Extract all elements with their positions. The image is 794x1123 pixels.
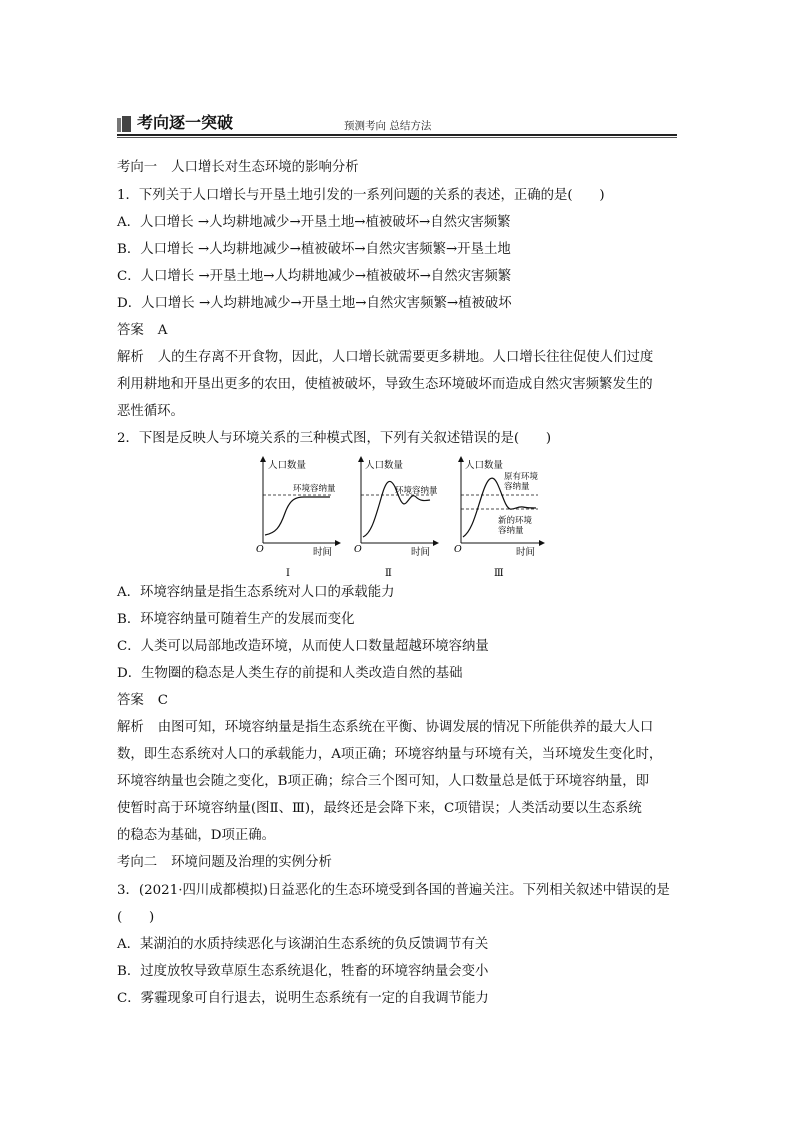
question-2-option-d: D．生物圈的稳态是人类生存的前提和人类改造自然的基础	[117, 666, 463, 681]
section-heading-1	[117, 158, 359, 178]
question-1-option-b: B．人口增长 →人均耕地减少→植被破坏→自然灾害频繁→开垦土地	[117, 242, 511, 257]
question-1-analysis-line-3: 恶性循环。	[117, 404, 184, 419]
panel-3	[454, 457, 544, 579]
new-capacity-label-line-2: 容纳量	[498, 526, 524, 536]
banner-rule	[117, 134, 677, 136]
panel-label: Ⅲ	[494, 568, 504, 579]
answer-value: C	[157, 693, 169, 708]
origin-label: O	[256, 544, 264, 555]
question-1-analysis-line-2: 利用耕地和开垦出更多的农田，使植被破坏，导致生态环境破坏而造成自然灾害频繁发生的	[117, 377, 653, 392]
y-axis-label: 人口数量	[268, 460, 307, 471]
question-1-option-a: A．人口增长 →人均耕地减少→开垦土地→植被破坏→自然灾害频繁	[117, 215, 511, 230]
question-1-option-d: D．人口增长 →人均耕地减少→开垦土地→自然灾害频繁→植被破坏	[117, 296, 512, 311]
question-2-analysis-line-3: 环境容纳量也会随之变化，B项正确；综合三个图可知，人口数量总是低于环境容纳量，即	[117, 774, 650, 789]
question-2-option-a: A．环境容纳量是指生态系统对人口的承载能力	[117, 585, 395, 600]
old-capacity-label-line-1: 原有环境	[504, 472, 539, 482]
section-heading-2	[117, 853, 332, 873]
origin-label: O	[354, 544, 362, 555]
x-axis-label: 时间	[516, 547, 536, 558]
panel-1	[256, 457, 340, 579]
origin-label: O	[454, 544, 462, 555]
banner-rule-thin	[117, 137, 677, 138]
x-axis-label: 时间	[411, 547, 431, 558]
answer-label: 答案	[117, 323, 144, 338]
y-axis-label: 人口数量	[365, 460, 404, 471]
x-axis-label: 时间	[313, 547, 333, 558]
y-axis-label: 人口数量	[465, 460, 504, 471]
section-number: 考向一	[117, 160, 158, 175]
banner-title: 考向逐一突破	[137, 113, 234, 132]
analysis-label: 解析	[117, 350, 144, 365]
capacity-label: 环境容纳量	[293, 484, 336, 494]
analysis-text: 人的生存离不开食物，因此，人口增长就需要更多耕地。人口增长往往促使人们过度	[157, 350, 654, 365]
section-number: 考向二	[117, 855, 158, 870]
capacity-label: 环境容纳量	[395, 486, 438, 496]
question-2-option-b: B．环境容纳量可随着生产的发展而变化	[117, 612, 355, 627]
question-2-analysis-line-4: 使暂时高于环境容纳量(图Ⅱ、Ⅲ)，最终还是会降下来，C项错误；人类活动要以生态系统	[117, 801, 642, 816]
population-curve	[265, 497, 330, 535]
question-2-answer	[117, 691, 168, 711]
analysis-label: 解析	[117, 720, 144, 735]
section-banner	[117, 112, 677, 138]
question-2-option-c: C．人类可以局部地改造环境，从而使人口数量超越环境容纳量	[117, 639, 489, 654]
panel-label: Ⅱ	[385, 568, 392, 579]
question-3-stem-continued: ( )	[117, 910, 155, 925]
question-3-option-b: B．过度放牧导致草原生态系统退化，牲畜的环境容纳量会变小	[117, 964, 489, 979]
section-title: 人口增长对生态环境的影响分析	[171, 160, 359, 175]
question-3-stem: 3．(2021·四川成都模拟)日益恶化的生态环境受到各国的普遍关注。下列相关叙述中错误的是	[117, 883, 670, 898]
answer-value: A	[157, 323, 168, 338]
question-3-option-c: C．雾霾现象可自行退去，说明生态系统有一定的自我调节能力	[117, 991, 489, 1006]
question-2-analysis-line-5: 的稳态为基础，D项正确。	[117, 828, 276, 843]
question-2-stem: 2．下图是反映人与环境关系的三种模式图，下列有关叙述错误的是( )	[117, 431, 552, 446]
question-1-answer	[117, 321, 167, 341]
question-1-option-c: C．人口增长 →开垦土地→人均耕地减少→植被破坏→自然灾害频繁	[117, 269, 512, 284]
new-capacity-label-line-1: 新的环境	[498, 516, 533, 526]
banner-subtitle: 预测考向 总结方法	[344, 120, 432, 132]
analysis-text: 由图可知，环境容纳量是指生态系统在平衡、协调发展的情况下所能供养的最大人口	[157, 720, 654, 735]
question-1-stem: 1．下列关于人口增长与开垦土地引发的一系列问题的关系的表述，正确的是( )	[117, 188, 605, 203]
answer-label: 答案	[117, 693, 144, 708]
question-2-analysis-line-2: 数，即生态系统对人口的承载能力，A项正确；环境容纳量与环境有关，当环境发生变化时，	[117, 747, 663, 762]
population-environment-figure	[248, 455, 558, 580]
panel-label: Ⅰ	[286, 568, 290, 579]
panel-2	[354, 457, 438, 579]
section-title: 环境问题及治理的实例分析	[171, 855, 332, 870]
question-1-analysis-line-1	[117, 348, 653, 368]
banner-bookmark-icon	[117, 116, 131, 132]
question-3-option-a: A．某湖泊的水质持续恶化与该湖泊生态系统的负反馈调节有关	[117, 937, 489, 952]
question-2-analysis-line-1	[117, 718, 653, 738]
old-capacity-label-line-2: 容纳量	[504, 482, 530, 492]
